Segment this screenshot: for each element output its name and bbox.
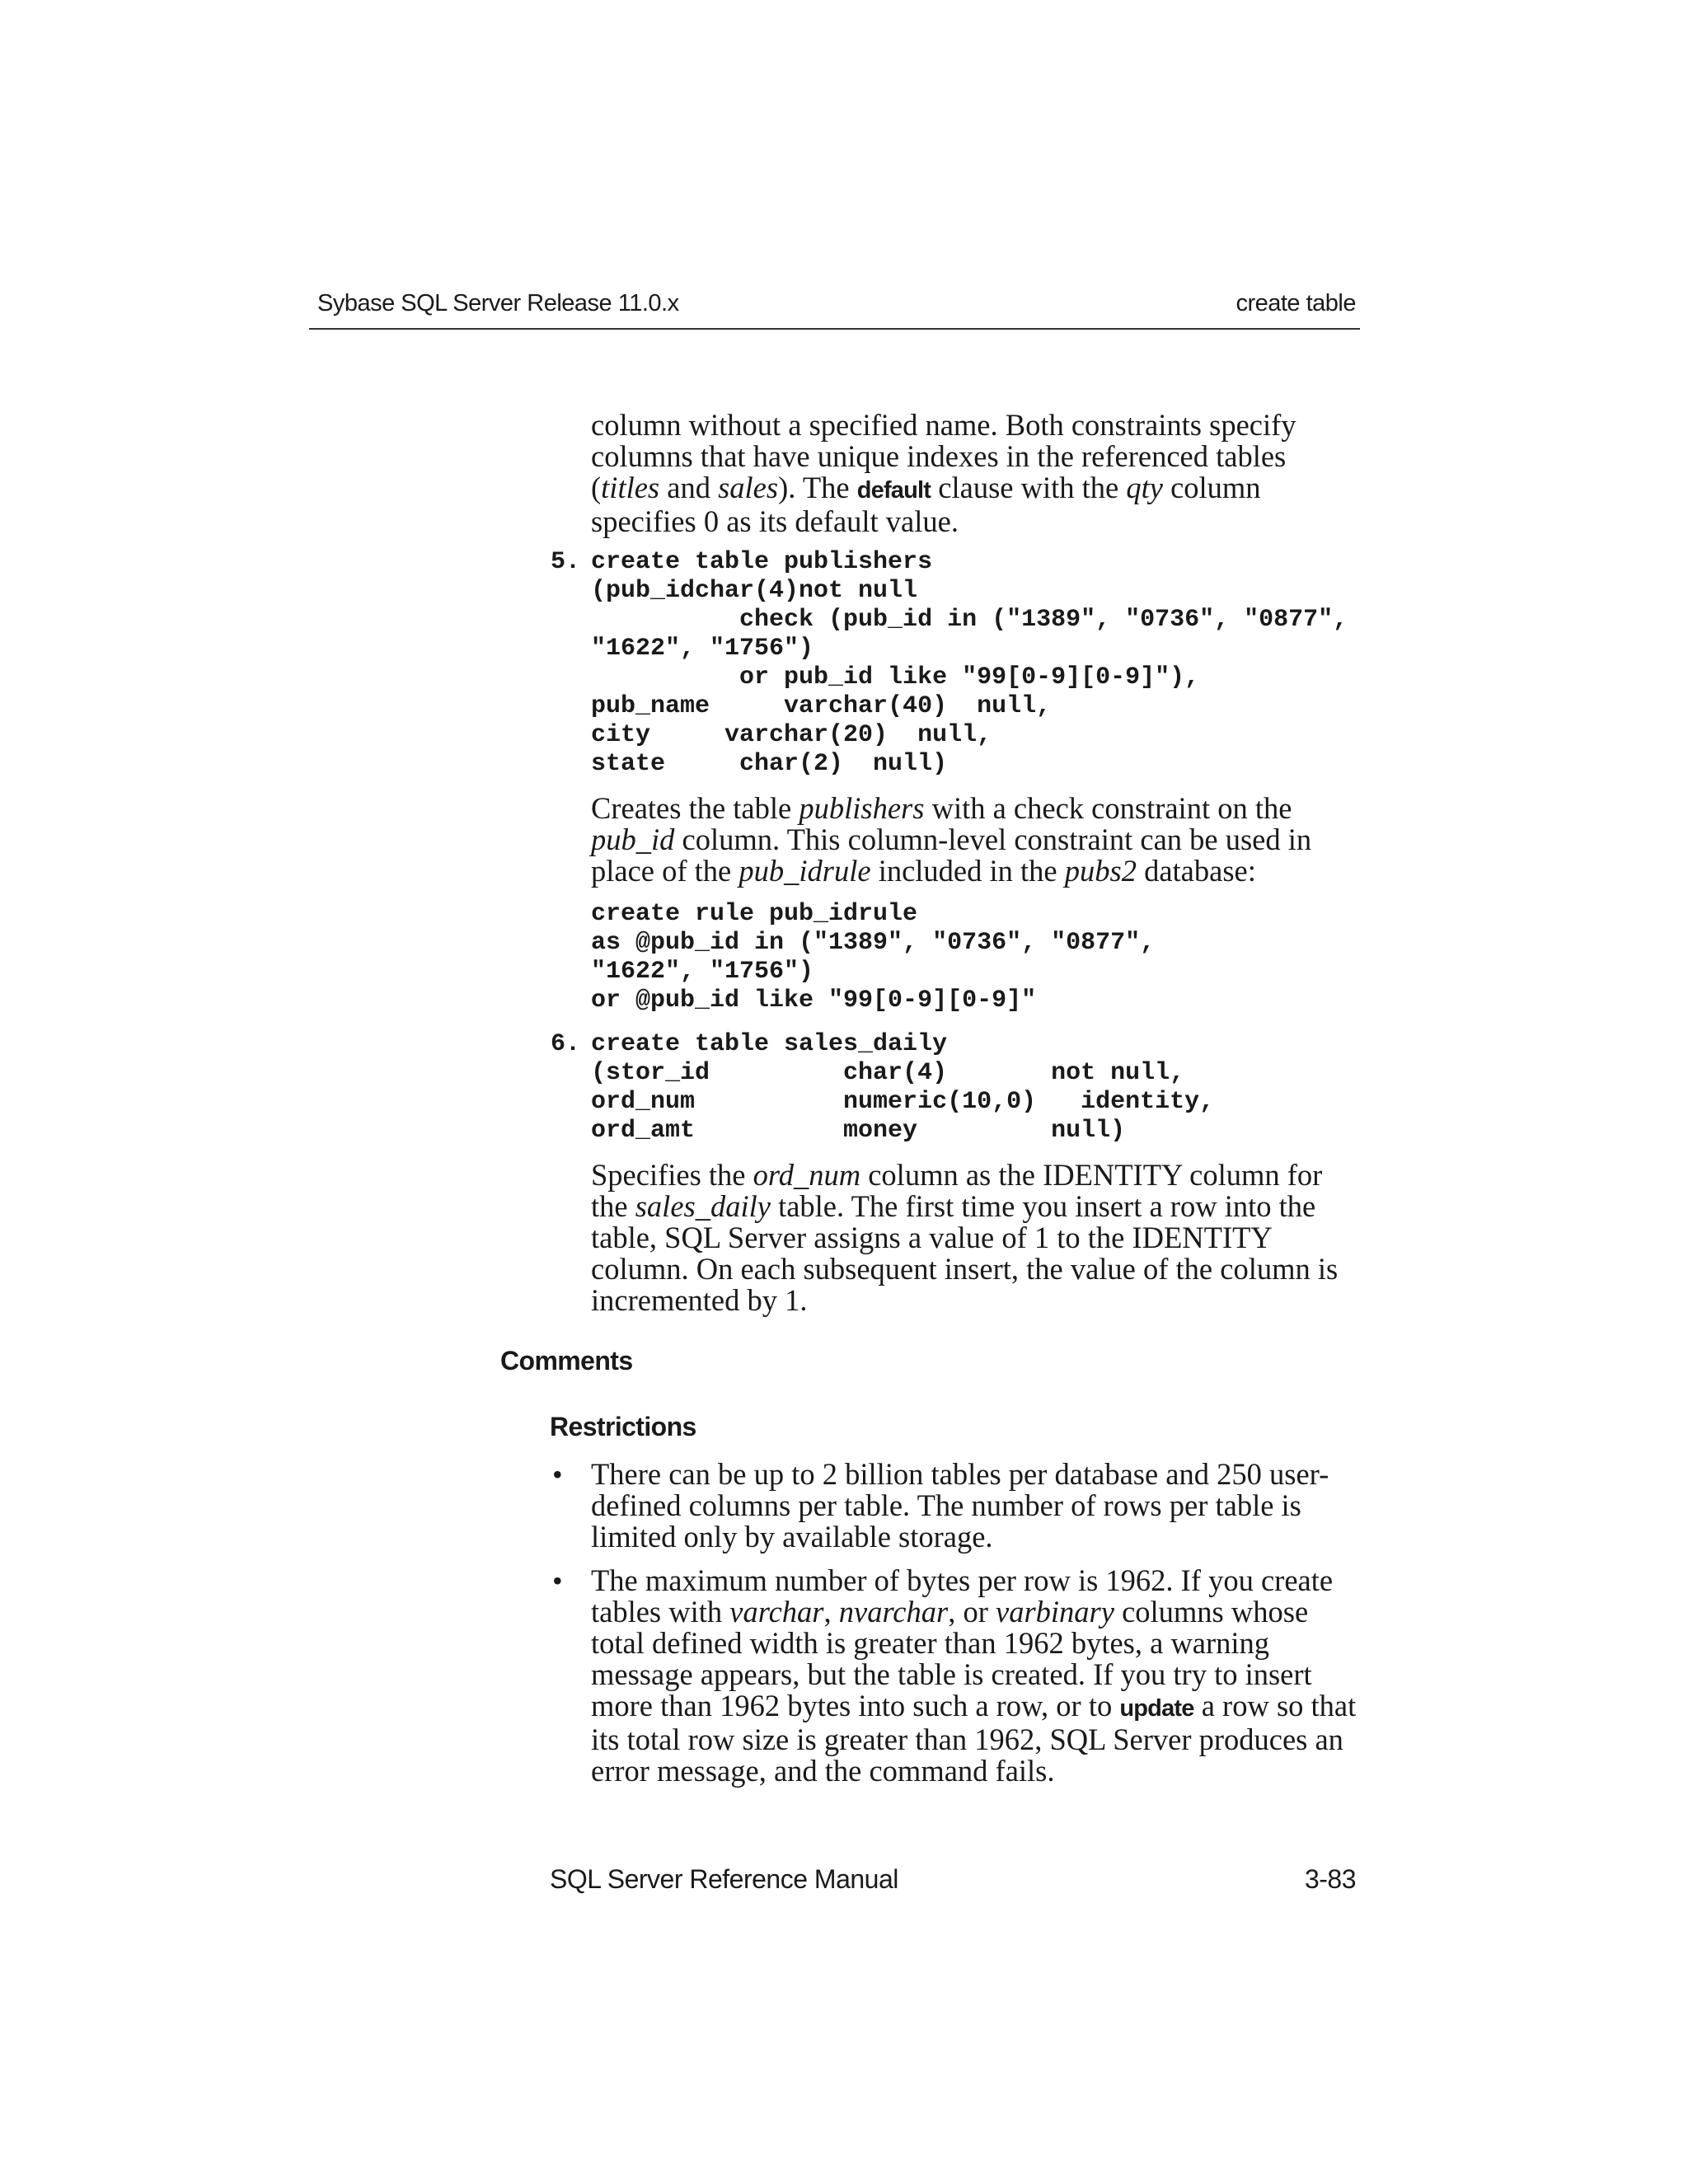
header-manual-title: Sybase SQL Server Release 11.0.x bbox=[317, 290, 679, 316]
rule-code: create rule pub_idrule as @pub_id in ("1389", "0736", "0877", "1622", "1756") or @pub_id like "99[0-9][0-9]" bbox=[591, 900, 1156, 1015]
example-5-number: 5. bbox=[551, 548, 581, 576]
example-5-description: Creates the table publishers with a check constraint on the pub_id column. This column-level constraint can be used in place of the pub_idrule included in the pubs2 database: bbox=[591, 791, 1312, 888]
bullet-marker: • bbox=[552, 1564, 563, 1597]
restriction-bullet-1: There can be up to 2 billion tables per database and 250 user-defined columns per table. The number of rows per table is limited only by available storage. bbox=[591, 1457, 1329, 1554]
intro-paragraph: column without a specified name. Both constraints specify columns that have unique indexes in the referenced tables (titles and sales). The default clause with the qty column specifies 0 as its default value. bbox=[591, 408, 1296, 538]
keyword-default: default bbox=[856, 477, 931, 504]
header-rule bbox=[309, 328, 1360, 330]
header-section-title: create table bbox=[1236, 290, 1356, 316]
comments-heading: Comments bbox=[500, 1346, 633, 1376]
bullet-marker: • bbox=[552, 1458, 563, 1491]
example-6-code: create table sales_daily (stor_id char(4) not null, ord_num numeric(10,0) identity, ord_amt money null) bbox=[591, 1030, 1215, 1145]
page-number: 3-83 bbox=[1304, 1864, 1356, 1894]
example-6-description: Specifies the ord_num column as the IDENTITY column for the sales_daily table. The first time you insert a row into the table, SQL Server assigns a value of 1 to the IDENTITY column. On each subsequent insert, the value of the column is incremented by 1. bbox=[591, 1158, 1339, 1317]
example-6-number: 6. bbox=[551, 1030, 581, 1058]
running-header bbox=[317, 290, 1356, 325]
keyword-update: update bbox=[1119, 1695, 1194, 1722]
restrictions-heading: Restrictions bbox=[550, 1412, 696, 1441]
page-footer bbox=[550, 1864, 1356, 1899]
example-5-code: create table publishers (pub_idchar(4)not null check (pub_id in ("1389", "0736", "0877", "1622", "1756") or pub_id like "99[0-9][0-9]"), pub_name varchar(40) null, city varchar(20) null, state char(2) null) bbox=[591, 548, 1348, 778]
footer-manual-title: SQL Server Reference Manual bbox=[550, 1864, 898, 1894]
restriction-bullet-2: The maximum number of bytes per row is 1962. If you create tables with varchar, nvarchar, or varbinary columns whose total defined width is greater than 1962 bytes, a warning message appears, but the table is created. If you try to insert more than 1962 bytes into such a row, or to update a row so that its total row size is greater than 1962, SQL Server produces an error message, and the command fails. bbox=[591, 1563, 1357, 1788]
